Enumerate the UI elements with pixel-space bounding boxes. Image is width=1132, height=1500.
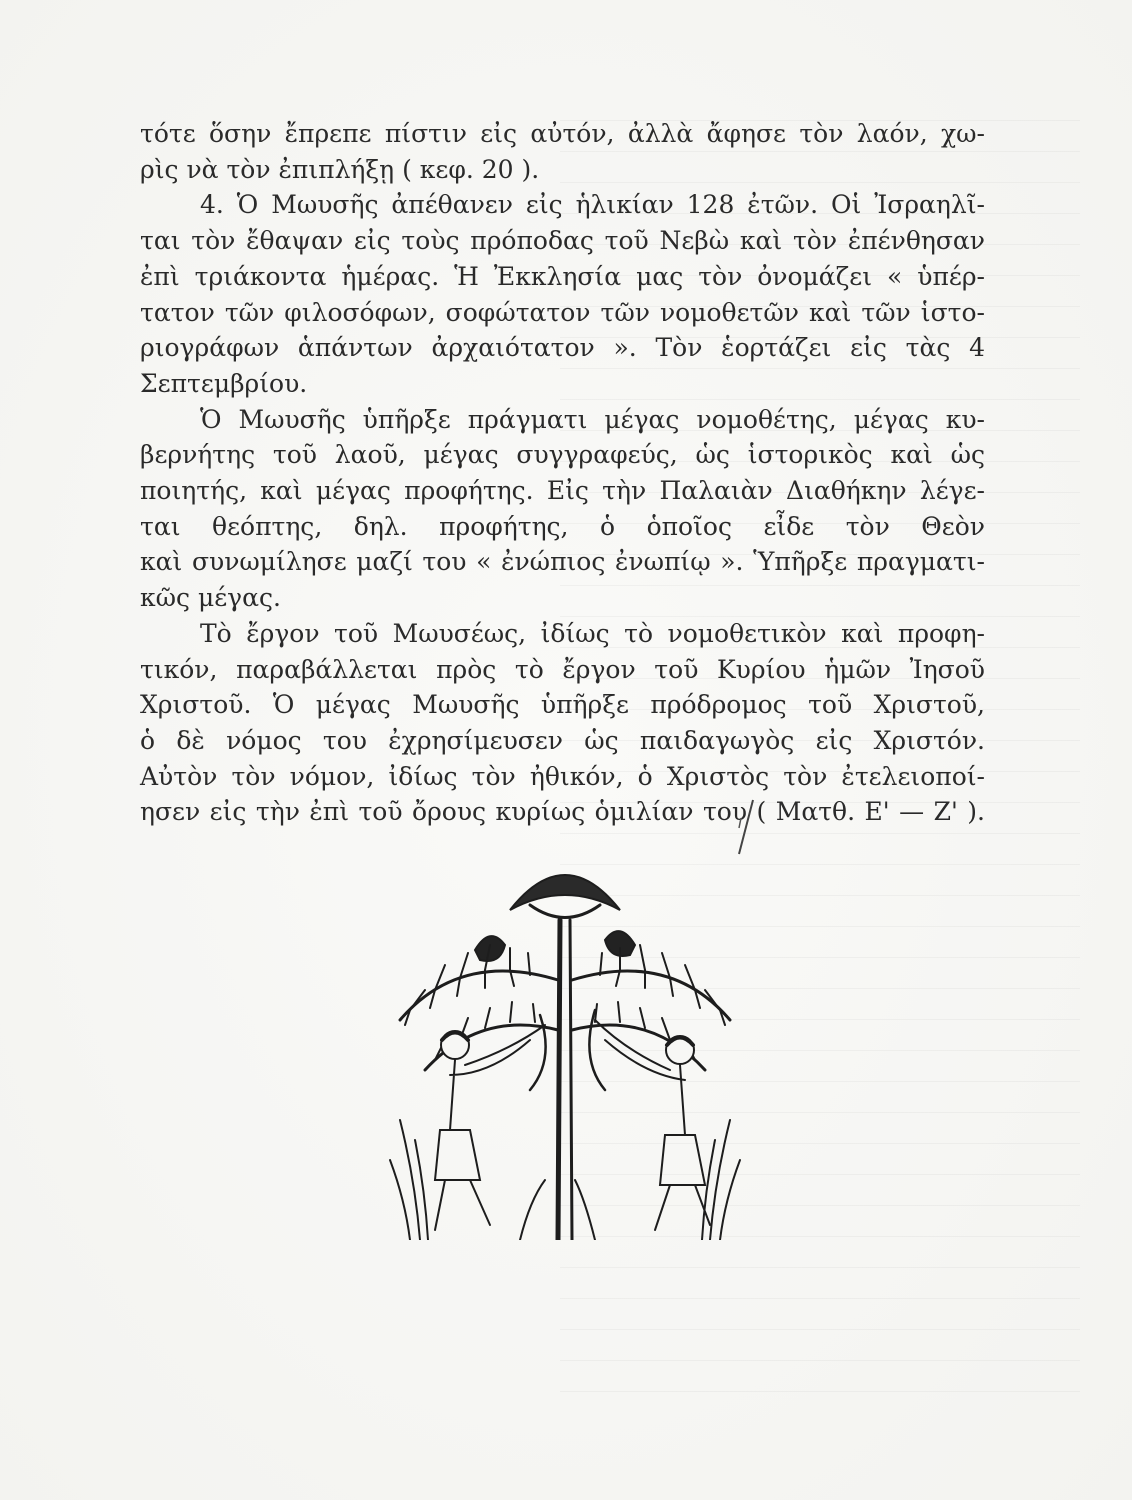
paragraph-3 (140, 402, 985, 616)
text-line: ρὶς νὰ τὸν ἐπιπλήξῃ ( κεφ. 20 ). (140, 154, 540, 184)
text-line: τατον τῶν φιλοσόφων, σοφώτατον τῶν νομοθετῶν καὶ τῶν ἱστο- (140, 297, 985, 327)
text-line: βερνήτης τοῦ λαοῦ, μέγας συγγραφεύς, ὡς ἱστορικὸς καὶ ὡς (140, 440, 985, 470)
text-line: κῶς μέγας. (140, 583, 281, 613)
text-line: Σεπτεμβρίου. (140, 368, 308, 398)
text-line: Ὁ Μωυσῆς ὑπῆρξε πράγματι μέγας νομοθέτης, μέγας κυ- (200, 404, 985, 434)
text-line: ποιητής, καὶ μέγας προφήτης. Εἰς τὴν Παλαιὰν Διαθήκην λέγε- (140, 476, 985, 506)
text-line: ὁ δὲ νόμος του ἐχρησίμευσεν ὡς παιδαγωγὸς εἰς Χριστόν. (140, 725, 985, 755)
text-line: Τὸ ἔργον τοῦ Μωυσέως, ἰδίως τὸ νομοθετικὸν καὶ προφη- (200, 618, 985, 648)
tree-archers-ornament-icon (380, 860, 750, 1240)
text-line: τικόν, παραβάλλεται πρὸς τὸ ἔργον τοῦ Κυρίου ἡμῶν Ἰησοῦ (140, 654, 985, 684)
paragraph-4 (140, 616, 985, 830)
pencil-mark (725, 798, 765, 858)
text-line: ριογράφων ἁπάντων ἀρχαιότατον ». Τὸν ἑορτάζει εἰς τὰς 4 (140, 333, 985, 363)
text-line: Χριστοῦ. Ὁ μέγας Μωυσῆς ὑπῆρξε πρόδρομος τοῦ Χριστοῦ, (140, 690, 985, 720)
text-line: 4. Ὁ Μωυσῆς ἀπέθανεν εἰς ἡλικίαν 128 ἐτῶν. Οἱ Ἰσραηλῖ- (200, 190, 985, 220)
body-text (140, 116, 985, 830)
text-line: ησεν εἰς τὴν ἐπὶ τοῦ ὄρους κυρίως ὁμιλίαν του ( Ματθ. Ε' — Ζ' ). (140, 797, 985, 827)
text-line: τότε ὅσην ἔπρεπε πίστιν εἰς αὐτόν, ἀλλὰ ἄφησε τὸν λαόν, χω- (140, 119, 985, 148)
text-line: ἐπὶ τριάκοντα ἡμέρας. Ἡ Ἐκκλησία μας τὸν ὀνομάζει « ὑπέρ- (140, 261, 985, 291)
text-line: καὶ συνωμίλησε μαζί του « ἐνώπιος ἐνωπίῳ ». Ὑπῆρξε πραγματι- (140, 547, 985, 577)
text-line: Αὐτὸν τὸν νόμον, ἰδίως τὸν ἠθικόν, ὁ Χριστὸς τὸν ἐτελειοποί- (140, 761, 985, 791)
text-line: ται θεόπτης, δηλ. προφήτης, ὁ ὁποῖος εἶδε τὸν Θεὸν (140, 511, 985, 541)
paragraph-1 (140, 116, 985, 187)
paragraph-2 (140, 187, 985, 401)
text-line: ται τὸν ἔθαψαν εἰς τοὺς πρόποδας τοῦ Νεβὼ καὶ τὸν ἐπένθησαν (140, 226, 985, 256)
